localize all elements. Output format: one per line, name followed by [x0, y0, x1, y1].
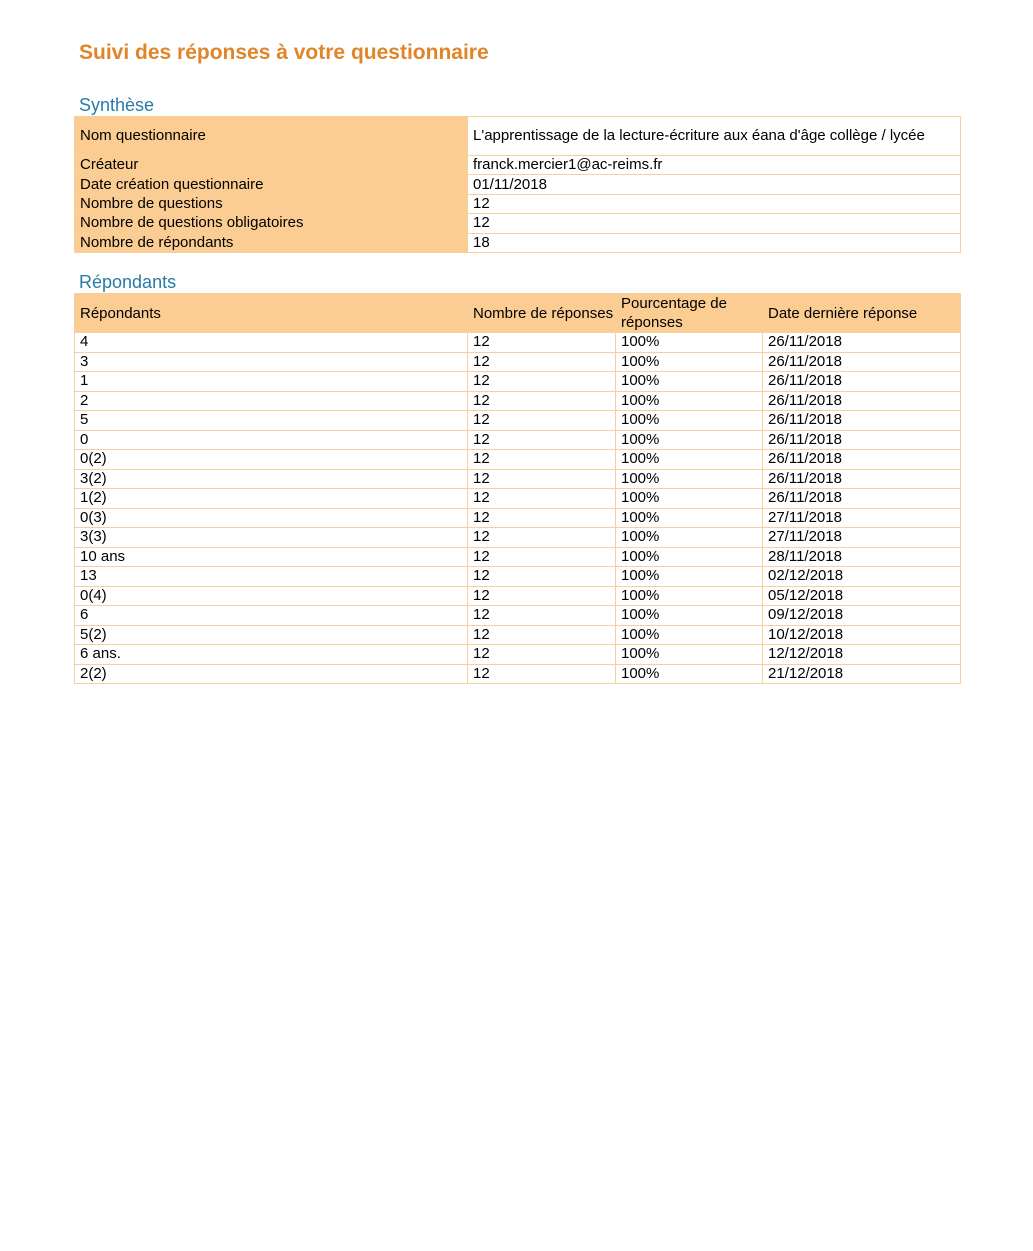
- repondant-cell: 0(3): [75, 508, 468, 528]
- nombre-reponses-cell: 12: [468, 586, 616, 606]
- date-cell: 26/11/2018: [763, 430, 961, 450]
- pourcentage-cell: 100%: [616, 391, 763, 411]
- repondant-cell: 2(2): [75, 664, 468, 684]
- synthese-value: 12: [468, 194, 961, 213]
- synthese-heading: Synthèse: [79, 95, 155, 115]
- repondant-cell: 5(2): [75, 625, 468, 645]
- table-row: [75, 450, 961, 470]
- repondant-cell: 1(2): [75, 489, 468, 509]
- date-cell: 12/12/2018: [763, 645, 961, 665]
- repondant-cell: 0(4): [75, 586, 468, 606]
- date-cell: 10/12/2018: [763, 625, 961, 645]
- synthese-label: Date création questionnaire: [75, 175, 468, 194]
- nombre-reponses-cell: 12: [468, 645, 616, 665]
- table-row: [75, 489, 961, 509]
- date-cell: 26/11/2018: [763, 489, 961, 509]
- repondant-cell: 0: [75, 430, 468, 450]
- nombre-reponses-cell: 12: [468, 664, 616, 684]
- table-row: [75, 430, 961, 450]
- nombre-reponses-cell: 12: [468, 352, 616, 372]
- pourcentage-cell: 100%: [616, 528, 763, 548]
- pourcentage-cell: 100%: [616, 411, 763, 431]
- pourcentage-cell: 100%: [616, 333, 763, 353]
- date-cell: 21/12/2018: [763, 664, 961, 684]
- repondants-header-row: [75, 294, 961, 333]
- date-cell: 26/11/2018: [763, 411, 961, 431]
- table-row: [75, 645, 961, 665]
- table-row: [75, 372, 961, 392]
- nombre-reponses-cell: 12: [468, 430, 616, 450]
- repondant-cell: 6 ans.: [75, 645, 468, 665]
- date-cell: 26/11/2018: [763, 333, 961, 353]
- repondant-cell: 2: [75, 391, 468, 411]
- date-cell: 26/11/2018: [763, 450, 961, 470]
- table-row: [75, 333, 961, 353]
- repondant-cell: 10 ans: [75, 547, 468, 567]
- synthese-value: 12: [468, 214, 961, 233]
- date-cell: 26/11/2018: [763, 372, 961, 392]
- repondant-cell: 5: [75, 411, 468, 431]
- page-title: Suivi des réponses à votre questionnaire: [79, 41, 489, 64]
- pourcentage-cell: 100%: [616, 586, 763, 606]
- nombre-reponses-cell: 12: [468, 567, 616, 587]
- date-cell: 28/11/2018: [763, 547, 961, 567]
- repondant-cell: 6: [75, 606, 468, 626]
- table-row: [75, 664, 961, 684]
- repondants-table: [74, 293, 961, 684]
- repondant-cell: 0(2): [75, 450, 468, 470]
- repondant-cell: 1: [75, 372, 468, 392]
- synthese-row: [75, 194, 961, 213]
- pourcentage-cell: 100%: [616, 469, 763, 489]
- pourcentage-cell: 100%: [616, 625, 763, 645]
- table-row: [75, 606, 961, 626]
- date-cell: 26/11/2018: [763, 352, 961, 372]
- pourcentage-cell: 100%: [616, 606, 763, 626]
- nombre-reponses-cell: 12: [468, 528, 616, 548]
- synthese-table: [74, 116, 961, 253]
- synthese-row: [75, 214, 961, 233]
- pourcentage-cell: 100%: [616, 372, 763, 392]
- synthese-label: Nombre de questions: [75, 194, 468, 213]
- nombre-reponses-cell: 12: [468, 391, 616, 411]
- date-cell: 27/11/2018: [763, 528, 961, 548]
- column-header-nombre-reponses: Nombre de réponses: [468, 294, 616, 333]
- nombre-reponses-cell: 12: [468, 606, 616, 626]
- nombre-reponses-cell: 12: [468, 489, 616, 509]
- table-row: [75, 508, 961, 528]
- nombre-reponses-cell: 12: [468, 333, 616, 353]
- pourcentage-cell: 100%: [616, 508, 763, 528]
- synthese-value: franck.mercier1@ac-reims.fr: [468, 156, 961, 175]
- synthese-value: 01/11/2018: [468, 175, 961, 194]
- pourcentage-cell: 100%: [616, 450, 763, 470]
- repondant-cell: 13: [75, 567, 468, 587]
- pourcentage-cell: 100%: [616, 352, 763, 372]
- pourcentage-cell: 100%: [616, 547, 763, 567]
- date-cell: 26/11/2018: [763, 469, 961, 489]
- repondant-cell: 3: [75, 352, 468, 372]
- table-row: [75, 411, 961, 431]
- synthese-row: [75, 233, 961, 252]
- table-row: [75, 547, 961, 567]
- date-cell: 02/12/2018: [763, 567, 961, 587]
- nombre-reponses-cell: 12: [468, 450, 616, 470]
- nombre-reponses-cell: 12: [468, 411, 616, 431]
- synthese-row: [75, 117, 961, 156]
- pourcentage-cell: 100%: [616, 567, 763, 587]
- table-row: [75, 352, 961, 372]
- synthese-label: Nom questionnaire: [75, 117, 468, 156]
- repondant-cell: 3(2): [75, 469, 468, 489]
- nombre-reponses-cell: 12: [468, 508, 616, 528]
- pourcentage-cell: 100%: [616, 645, 763, 665]
- date-cell: 27/11/2018: [763, 508, 961, 528]
- date-cell: 09/12/2018: [763, 606, 961, 626]
- nombre-reponses-cell: 12: [468, 547, 616, 567]
- nombre-reponses-cell: 12: [468, 372, 616, 392]
- synthese-value: L'apprentissage de la lecture-écriture aux éana d'âge collège / lycée: [468, 117, 961, 156]
- repondant-cell: 3(3): [75, 528, 468, 548]
- nombre-reponses-cell: 12: [468, 469, 616, 489]
- table-row: [75, 586, 961, 606]
- pourcentage-cell: 100%: [616, 664, 763, 684]
- repondants-heading: Répondants: [79, 272, 177, 292]
- column-header-date-derniere-reponse: Date dernière réponse: [763, 294, 961, 333]
- synthese-value: 18: [468, 233, 961, 252]
- table-row: [75, 391, 961, 411]
- synthese-label: Nombre de répondants: [75, 233, 468, 252]
- date-cell: 05/12/2018: [763, 586, 961, 606]
- pourcentage-cell: 100%: [616, 489, 763, 509]
- synthese-label: Créateur: [75, 156, 468, 175]
- column-header-repondants: Répondants: [75, 294, 468, 333]
- table-row: [75, 469, 961, 489]
- repondant-cell: 4: [75, 333, 468, 353]
- pourcentage-cell: 100%: [616, 430, 763, 450]
- synthese-row: [75, 175, 961, 194]
- date-cell: 26/11/2018: [763, 391, 961, 411]
- synthese-label: Nombre de questions obligatoires: [75, 214, 468, 233]
- column-header-pourcentage: Pourcentage de réponses: [616, 294, 763, 333]
- table-row: [75, 567, 961, 587]
- table-row: [75, 625, 961, 645]
- nombre-reponses-cell: 12: [468, 625, 616, 645]
- table-row: [75, 528, 961, 548]
- synthese-row: [75, 156, 961, 175]
